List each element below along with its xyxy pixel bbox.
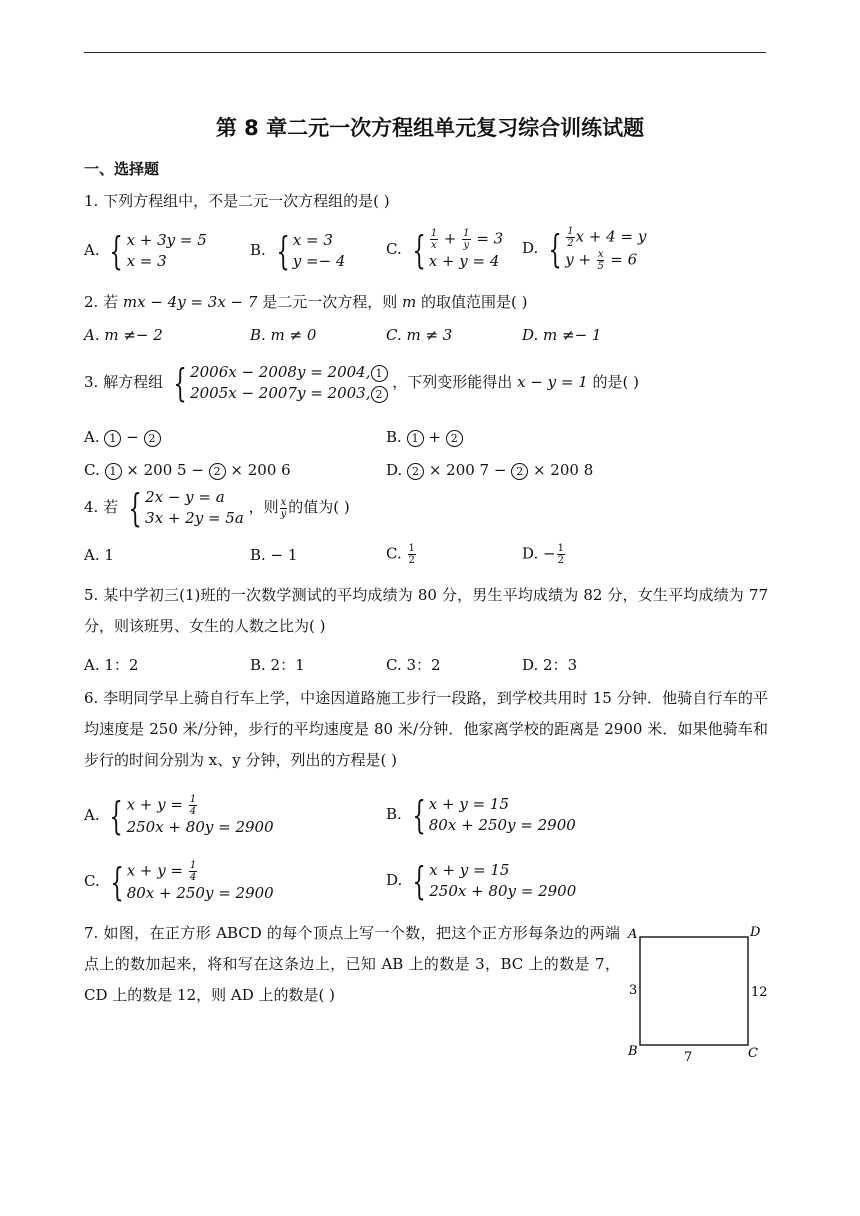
header-rule [84, 52, 766, 53]
page-title: 第 8 章二元一次方程组单元复习综合训练试题 [215, 116, 645, 140]
q1-option-c: C. { $\frac{1}{x}$ + $\frac{1}{y}$ = 3 x + y = 4 [386, 228, 504, 272]
question-2: 2. 若 mx − 4y = 3x − 7 是二元一次方程，则 m 的取值范围是( ) [84, 293, 528, 311]
q1-option-d: D. { $\frac{1}{2}$ x + 4 = y y + $\frac{x}{5}$ = 6 [522, 226, 647, 272]
q3-option-c: C. 1 × 200 5 − 2 × 200 6 [84, 461, 291, 479]
edge-cd-label: 12 [751, 985, 768, 1000]
q3-option-d: D. 2 × 200 7 − 2 × 200 8 [386, 461, 594, 479]
question-7: 7. 如图，在正方形 ABCD 的每个顶点上写一个数，把这个正方形每条边的两端点上的数加起来，将和写在这条边上，已知 AB 上的数是 3，BC 上的数是 7，CD 上的数是 12，则 AD 上的数是( ) [84, 924, 620, 1004]
section-heading: 一、选择题 [84, 160, 160, 178]
question-1: 1. 下列方程组中，不是二元一次方程组的是( ) [84, 192, 390, 210]
q4-option-d: D. − $\frac{1}{2}$ [522, 543, 564, 566]
question-5: 5. 某中学初三(1)班的一次数学测试的平均成绩为 80 分，男生平均成绩为 82 分，女生平均成绩为 77 分，则该班男、女生的人数之比为( ) [84, 586, 768, 635]
edge-bc-label: 7 [684, 1050, 693, 1065]
q2-option-a: A. m ≠− 2 [84, 326, 163, 344]
q2-option-c: C. m ≠ 3 [386, 326, 453, 344]
q2-option-d: D. m ≠− 1 [522, 326, 602, 344]
q5-option-a: A. 1：2 [84, 656, 139, 674]
q6-option-a: A. { x + y = $\frac{1}{4}$ 250x + 80y = 2900 [84, 794, 274, 838]
square-outline [640, 937, 748, 1045]
q3-option-b: B. 1 + 2 [386, 428, 463, 447]
q1-option-b: B. { x = 3 y =− 4 [250, 229, 346, 273]
vertex-c-label: C [748, 1046, 758, 1061]
q2-option-b: B. m ≠ 0 [250, 326, 317, 344]
q5-option-b: B. 2：1 [250, 656, 305, 674]
edge-ab-label: 3 [629, 983, 638, 998]
q5-option-d: D. 2：3 [522, 656, 578, 674]
question-6: 6. 李明同学早上骑自行车上学，中途因道路施工步行一段路，到学校共用时 15 分钟．他骑自行车的平均速度是 250 米/分钟，步行的平均速度是 80 米/分钟．他家离学校的距离是 2900 米．如果他骑车和步行的时间分别为 x、y 分钟，列出的方程是( ) [84, 689, 768, 769]
q4-option-a: A. 1 [84, 546, 114, 564]
q4-option-b: B. − 1 [250, 546, 298, 564]
question-3: 3. 解方程组 { 2006x − 2008y = 2004, 1 2005x − 2007y = 2003, 2 ，下列变形能得出 x − y = 1 的是( ) [84, 361, 639, 405]
q6-option-d: D. { x + y = 15 250x + 80y = 2900 [386, 859, 577, 903]
q3-option-a: A. 1 − 2 [84, 428, 161, 447]
vertex-d-label: D [750, 925, 761, 940]
q6-option-b: B. { x + y = 15 80x + 250y = 2900 [386, 793, 576, 837]
vertex-b-label: B [628, 1044, 638, 1059]
square-figure [620, 920, 770, 1070]
q5-option-c: C. 3：2 [386, 656, 441, 674]
vertex-a-label: A [628, 927, 638, 942]
q6-option-c: C. { x + y = $\frac{1}{4}$ 80x + 250y = 2900 [84, 860, 274, 904]
question-4: 4. 若 { 2x − y = a 3x + 2y = 5a ，则 $\frac{x}{y}$ 的值为( ) [84, 486, 350, 530]
q1-option-a: A. { x + 3y = 5 x = 3 [84, 229, 207, 273]
q4-option-c: C. $\frac{1}{2}$ [386, 543, 415, 566]
